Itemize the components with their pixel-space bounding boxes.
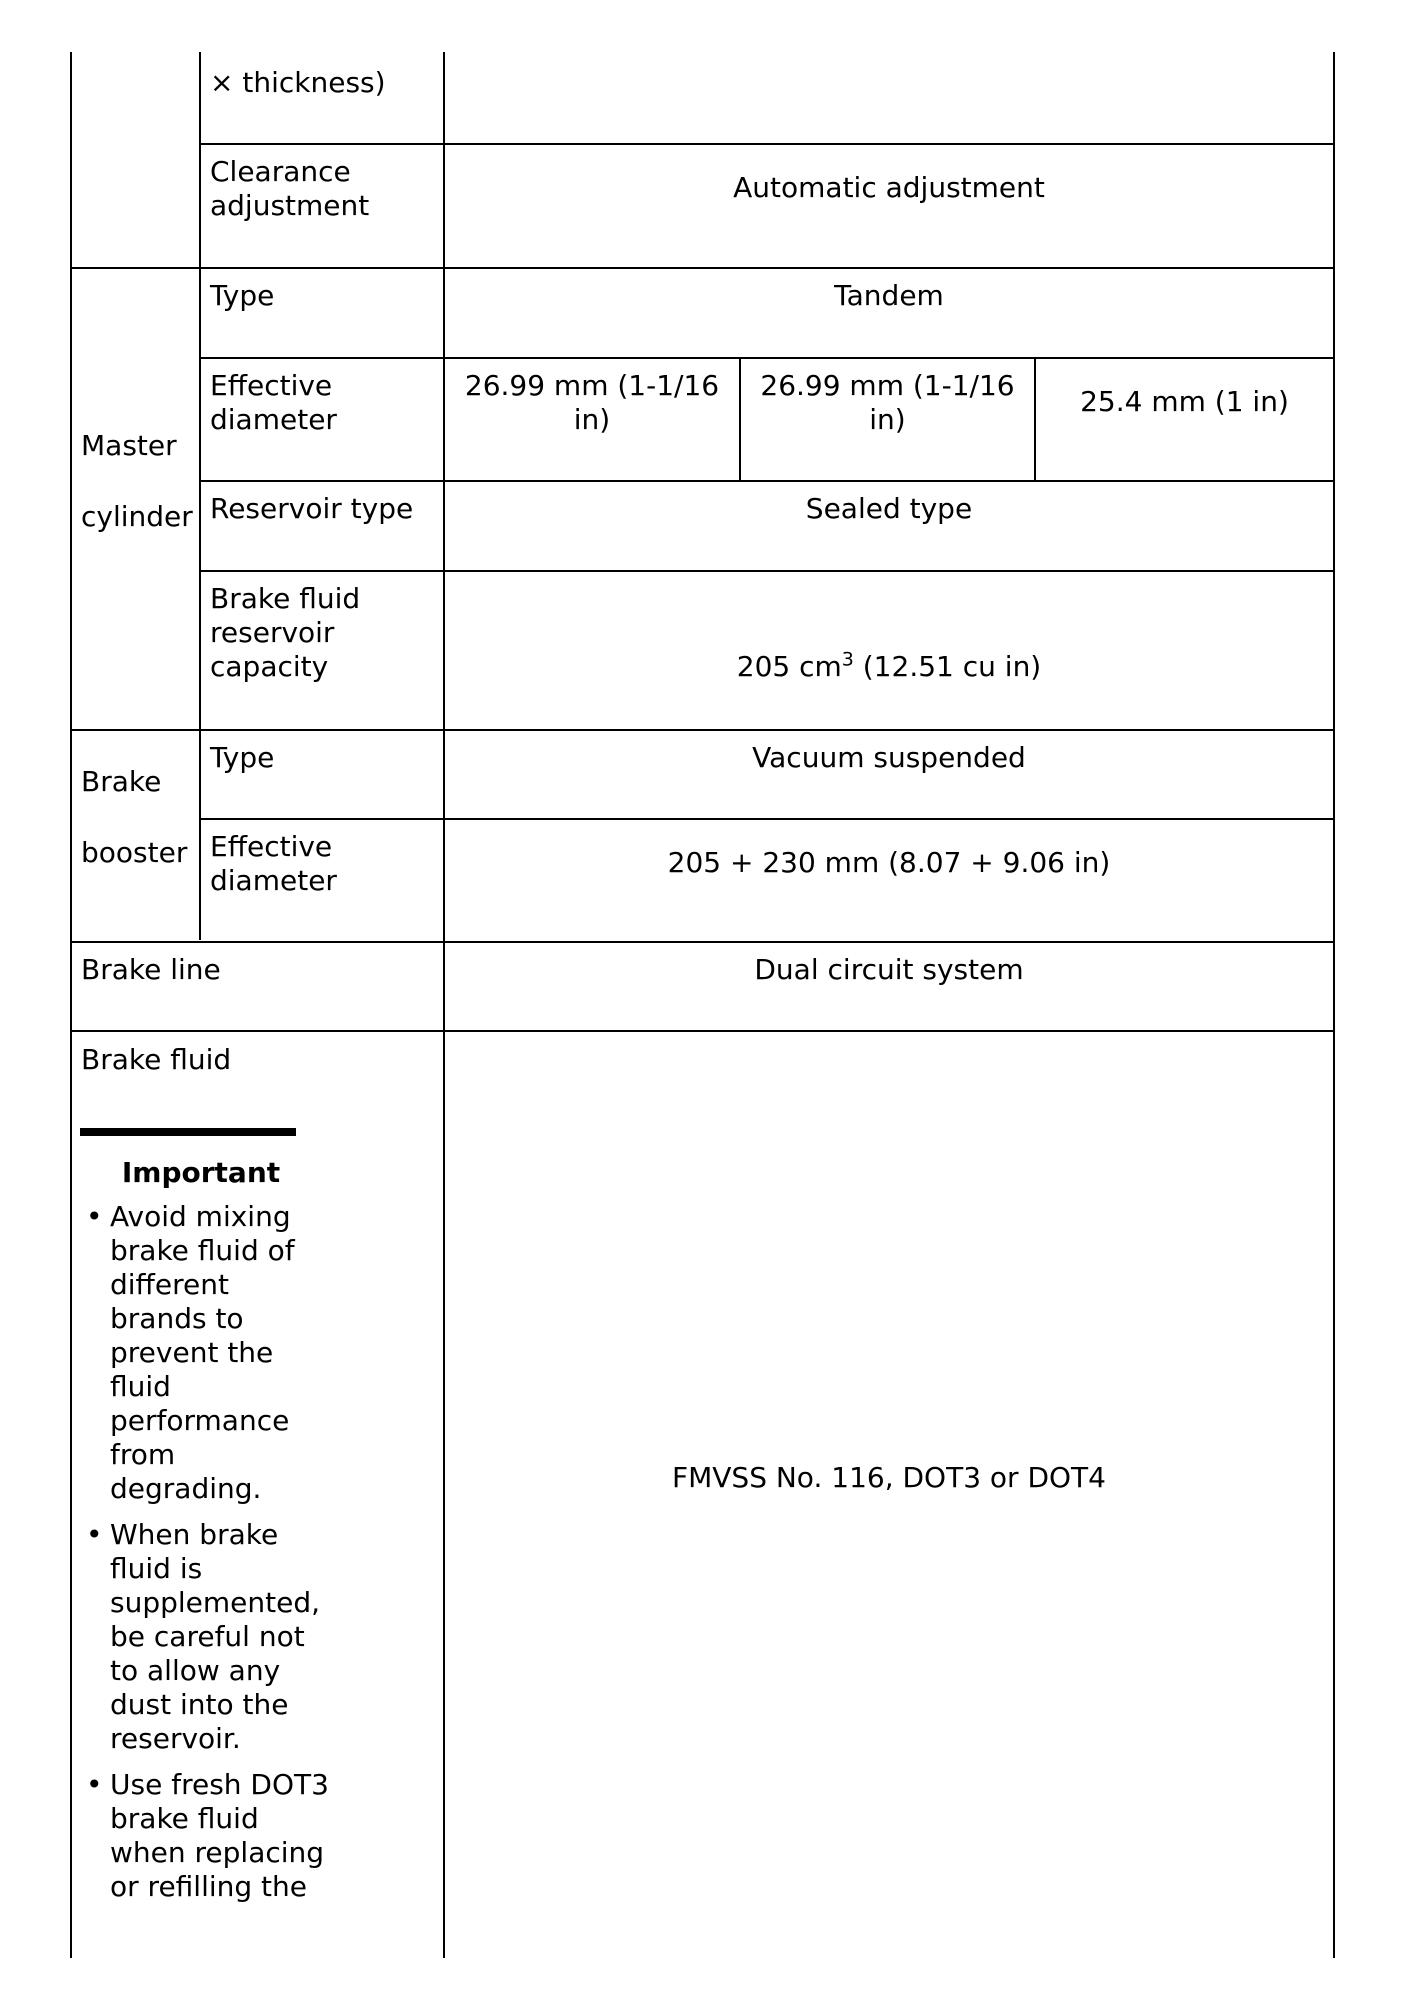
row-divider (70, 941, 1335, 943)
list-item (80, 1768, 330, 1904)
note-text: Use fresh DOT3 brake fluid when replacing or refilling the (110, 1768, 329, 1903)
row-divider (199, 570, 1335, 572)
cell-sub-label: × thickness) (210, 66, 386, 99)
table-border-left (70, 52, 72, 1958)
cell-value: 26.99 mm (1-1/16 in) (464, 369, 720, 436)
table-border-col2 (199, 52, 201, 940)
bullet-icon: • (86, 1768, 103, 1801)
cell-value: FMVSS No. 116, DOT3 or DOT4 (672, 1461, 1106, 1494)
list-item (80, 1518, 330, 1756)
cell-sub-label: Brake fluid reservoir capacity (210, 582, 361, 683)
cell-sub-label: Type (210, 279, 275, 312)
table-border-right (1333, 52, 1335, 1958)
row-label-brake-fluid: Brake fluid (81, 1043, 232, 1076)
group-label-master-cylinder: cylinder (81, 500, 193, 533)
cell-value: Sealed type (805, 492, 973, 525)
cell-sub-label: Clearance adjustment (210, 155, 370, 222)
row-divider (199, 480, 1335, 482)
row-divider (70, 1030, 1335, 1032)
capacity-value-prefix: 205 cm (736, 650, 842, 683)
cell-value (445, 616, 1333, 684)
bullet-icon: • (86, 1518, 103, 1551)
row-label-brake-line: Brake line (81, 953, 221, 986)
important-divider (80, 1128, 296, 1136)
row-divider (199, 357, 1335, 359)
cell-value: 25.4 mm (1 in) (1080, 385, 1289, 418)
group-label-brake-booster: booster (81, 836, 188, 869)
table-border-diam-split-2 (1034, 358, 1036, 480)
table-border-col3 (443, 52, 445, 1958)
row-divider (70, 729, 1335, 731)
group-label-master-cylinder: Master (81, 429, 177, 462)
cell-value: Automatic adjustment (733, 171, 1045, 204)
note-text: Avoid mixing brake fluid of different brands to prevent the fluid performance from degrading. (110, 1200, 295, 1505)
note-text: When brake fluid is supplemented, be careful not to allow any dust into the reservoir. (110, 1518, 321, 1755)
important-notes-list (80, 1200, 330, 1916)
cell-value: 26.99 mm (1-1/16 in) (760, 369, 1015, 436)
cell-sub-label: Type (210, 741, 275, 774)
cell-sub-label: Effective diameter (210, 830, 337, 897)
cell-value: 205 + 230 mm (8.07 + 9.06 in) (667, 846, 1111, 879)
cell-value: Dual circuit system (754, 953, 1024, 986)
bullet-icon: • (86, 1200, 103, 1233)
important-heading: Important (121, 1156, 281, 1189)
row-divider (199, 818, 1335, 820)
group-label-brake-booster: Brake (81, 765, 162, 798)
row-divider (199, 143, 1335, 145)
cell-value: Tandem (834, 279, 944, 312)
row-divider (70, 267, 1335, 269)
capacity-value-suffix: (12.51 cu in) (853, 650, 1042, 683)
list-item (80, 1200, 330, 1506)
cell-value: Vacuum suspended (752, 741, 1026, 774)
capacity-value-superscript: 3 (841, 648, 854, 671)
cell-sub-label: Effective diameter (210, 369, 337, 436)
cell-sub-label: Reservoir type (210, 492, 414, 525)
